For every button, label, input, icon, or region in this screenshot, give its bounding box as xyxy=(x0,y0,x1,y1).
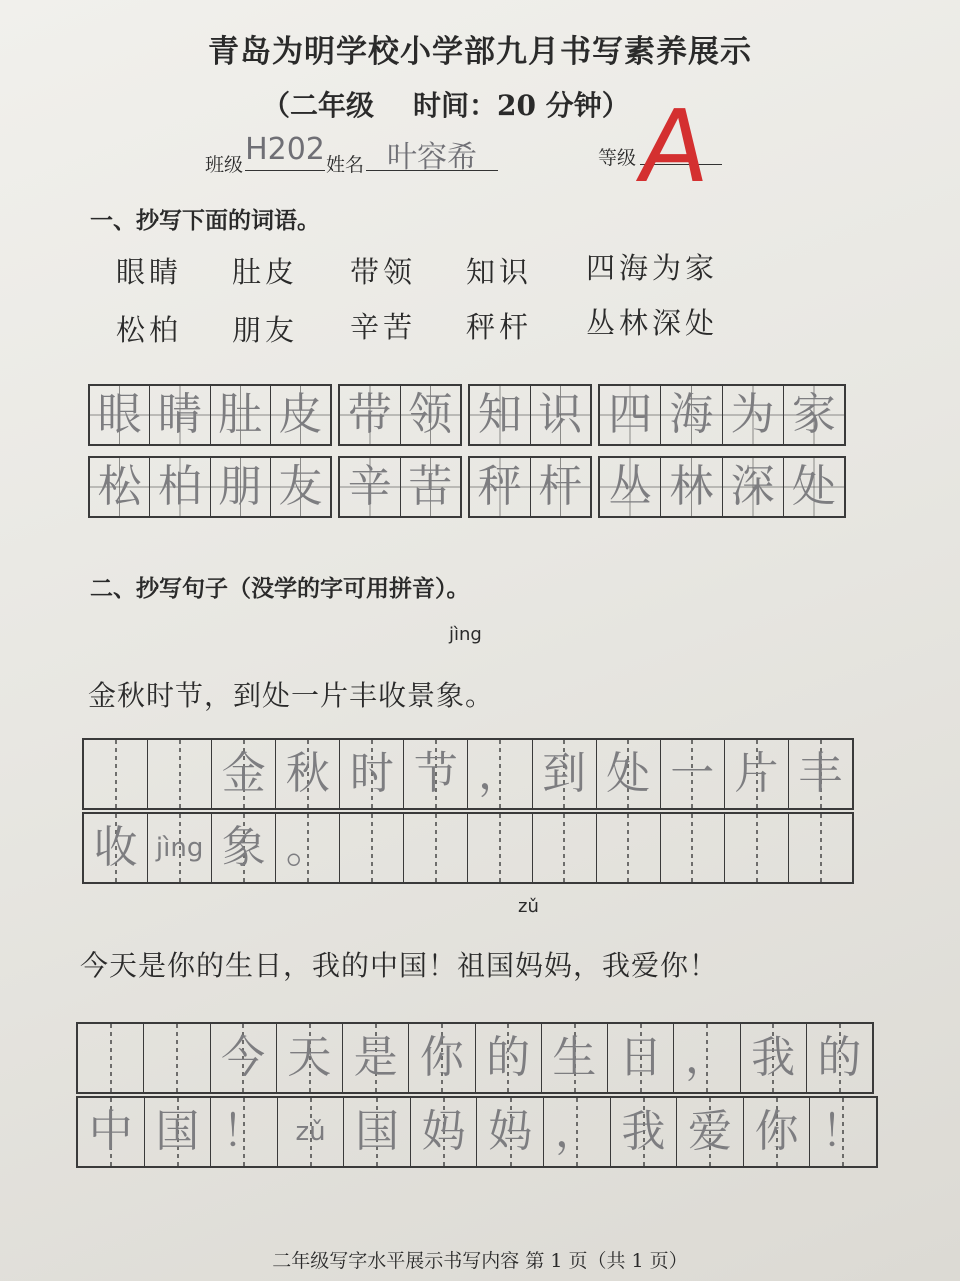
handwritten-char: 知 xyxy=(477,389,522,440)
grid-cell xyxy=(470,458,530,516)
grid-cell xyxy=(543,1098,610,1166)
handwritten-char: 节 xyxy=(413,748,458,799)
grid-cell xyxy=(596,814,660,882)
grid-cell xyxy=(400,458,461,516)
sentence1-grid-row2 xyxy=(82,812,854,884)
grid-cell xyxy=(532,814,596,882)
word-item: 知识 xyxy=(466,255,533,289)
word-grid-row2 xyxy=(88,456,846,518)
grid-cell xyxy=(788,814,852,882)
grid-cell xyxy=(467,740,531,808)
grid-cell xyxy=(90,386,149,444)
word-item: 带领 xyxy=(350,255,417,289)
word-grid xyxy=(88,456,332,518)
grade-mark: A xyxy=(631,88,717,205)
handwritten-char: 。 xyxy=(285,822,330,873)
handwritten-char: 苦 xyxy=(408,461,453,512)
sentence2-pinyin: zǔ xyxy=(518,896,539,917)
handwritten-char: 妈 xyxy=(421,1106,466,1157)
grid-cell xyxy=(476,1098,543,1166)
handwritten-pinyin: zǔ xyxy=(295,1117,326,1147)
handwritten-char: 睛 xyxy=(157,389,202,440)
grid-cell xyxy=(660,458,721,516)
grid-cell xyxy=(149,458,209,516)
class-field: H202 xyxy=(245,132,325,171)
grid-cell xyxy=(724,740,788,808)
word-item: 丛林深处 xyxy=(586,306,719,340)
grid-cell xyxy=(660,740,724,808)
handwritten-char: 皮 xyxy=(278,389,323,440)
handwritten-char: 我 xyxy=(751,1032,796,1083)
sentence2-grid-row2 xyxy=(76,1096,878,1168)
word-grid xyxy=(338,384,462,446)
grid-cell xyxy=(277,1098,344,1166)
word-item: 辛苦 xyxy=(350,310,417,344)
handwritten-char: 秋 xyxy=(285,748,330,799)
page-footer: 二年级写字水平展示书写内容 第 1 页（共 1 页） xyxy=(272,1250,688,1272)
handwritten-char: 国 xyxy=(355,1106,400,1157)
handwritten-char: 带 xyxy=(347,389,392,440)
handwritten-char: 今 xyxy=(221,1032,266,1083)
name-label: 姓名 xyxy=(326,154,365,176)
grid-cell xyxy=(600,458,660,516)
grid-cell xyxy=(210,1024,276,1092)
word-grid xyxy=(468,384,592,446)
section1-heading: 一、抄写下面的词语。 xyxy=(90,207,320,234)
handwritten-char: 杆 xyxy=(538,461,583,512)
handwritten-char: 领 xyxy=(408,389,453,440)
grid-cell xyxy=(676,1098,743,1166)
word-item: 秤杆 xyxy=(466,310,533,344)
grid-cell xyxy=(210,458,270,516)
handwritten-char: 金 xyxy=(221,748,266,799)
handwritten-char: 深 xyxy=(730,461,775,512)
grid-cell xyxy=(788,740,852,808)
grid-cell xyxy=(783,458,844,516)
grid-cell xyxy=(143,1024,209,1092)
sentence1-pinyin: jìng xyxy=(449,624,482,645)
handwritten-char: 日 xyxy=(618,1032,663,1083)
grid-cell xyxy=(470,386,530,444)
word-item: 朋友 xyxy=(232,313,299,347)
handwritten-char: 识 xyxy=(538,389,583,440)
handwritten-char: ！ xyxy=(821,1106,866,1157)
handwritten-char: 你 xyxy=(419,1032,464,1083)
grade-label: 等级 xyxy=(598,147,637,169)
word-grid xyxy=(338,456,462,518)
grid-cell xyxy=(84,740,147,808)
handwritten-char: 友 xyxy=(278,461,323,512)
grid-cell xyxy=(673,1024,739,1092)
handwritten-char: 四 xyxy=(608,389,653,440)
grid-cell xyxy=(78,1098,144,1166)
grid-cell xyxy=(276,1024,342,1092)
handwritten-char: 为 xyxy=(730,389,775,440)
grid-cell xyxy=(339,814,403,882)
handwritten-char: 处 xyxy=(791,461,836,512)
grid-cell xyxy=(84,814,147,882)
handwritten-char: 松 xyxy=(97,461,142,512)
handwritten-char: 收 xyxy=(93,822,138,873)
grid-cell xyxy=(270,386,330,444)
grid-cell xyxy=(806,1024,872,1092)
grid-cell xyxy=(270,458,330,516)
grid-cell xyxy=(90,458,149,516)
grid-cell xyxy=(403,740,467,808)
handwritten-char: 丛 xyxy=(608,461,653,512)
handwritten-char: 朋 xyxy=(218,461,263,512)
grid-cell xyxy=(211,814,275,882)
grid-cell xyxy=(600,386,660,444)
word-grid xyxy=(598,456,846,518)
handwritten-char: 生 xyxy=(552,1032,597,1083)
handwritten-pinyin: jìng xyxy=(155,833,204,863)
grid-cell xyxy=(210,1098,277,1166)
grid-cell xyxy=(275,814,339,882)
word-item: 肚皮 xyxy=(232,255,299,289)
handwritten-char: 时 xyxy=(349,748,394,799)
word-item: 眼睛 xyxy=(116,255,183,289)
grid-cell xyxy=(475,1024,541,1092)
grid-cell xyxy=(722,458,783,516)
handwritten-char: 的 xyxy=(486,1032,531,1083)
grid-cell xyxy=(78,1024,143,1092)
grid-cell xyxy=(403,814,467,882)
sentence2-grid-row1 xyxy=(76,1022,874,1094)
name-field: 叶容希 xyxy=(366,132,498,171)
handwritten-char: 我 xyxy=(621,1106,666,1157)
handwritten-char: 妈 xyxy=(488,1106,533,1157)
word-grid xyxy=(598,384,846,446)
handwritten-char: 家 xyxy=(791,389,836,440)
handwritten-char: 肚 xyxy=(218,389,263,440)
grid-cell xyxy=(339,740,403,808)
grid-cell xyxy=(400,386,461,444)
grid-cell xyxy=(596,740,660,808)
handwritten-char: 你 xyxy=(754,1106,799,1157)
grid-cell xyxy=(660,814,724,882)
grid-cell xyxy=(743,1098,810,1166)
handwritten-char: 林 xyxy=(669,461,714,512)
grid-cell xyxy=(722,386,783,444)
grid-cell xyxy=(147,740,211,808)
grid-cell xyxy=(610,1098,677,1166)
grid-cell xyxy=(607,1024,673,1092)
handwritten-char: 是 xyxy=(353,1032,398,1083)
handwritten-char: 处 xyxy=(606,748,651,799)
grid-cell xyxy=(144,1098,211,1166)
grid-cell xyxy=(211,740,275,808)
handwritten-char: 海 xyxy=(669,389,714,440)
handwritten-char: 片 xyxy=(734,748,779,799)
handwritten-char: 丰 xyxy=(798,748,843,799)
grid-cell xyxy=(740,1024,806,1092)
handwritten-char: ！ xyxy=(221,1106,266,1157)
grid-cell xyxy=(342,1024,408,1092)
word-grid xyxy=(88,384,332,446)
grid-cell xyxy=(809,1098,876,1166)
grid-cell xyxy=(467,814,531,882)
handwritten-char: 天 xyxy=(287,1032,332,1083)
word-grid xyxy=(468,456,592,518)
grid-cell xyxy=(408,1024,474,1092)
grid-cell xyxy=(275,740,339,808)
grid-cell xyxy=(532,740,596,808)
sentence1-text: 金秋时节，到处一片丰收景象。 xyxy=(88,679,495,712)
handwritten-char: ， xyxy=(554,1106,599,1157)
grid-cell xyxy=(660,386,721,444)
page-title: 青岛为明学校小学部九月书写素养展示 xyxy=(208,34,752,70)
grid-cell xyxy=(340,458,400,516)
handwritten-char: 一 xyxy=(670,748,715,799)
class-label: 班级 xyxy=(205,154,244,176)
handwritten-char: 秤 xyxy=(477,461,522,512)
handwritten-char: 柏 xyxy=(157,461,202,512)
grid-cell xyxy=(340,386,400,444)
handwritten-char: 的 xyxy=(817,1032,862,1083)
handwritten-char: ， xyxy=(684,1032,729,1083)
handwritten-char: 爱 xyxy=(687,1106,732,1157)
handwritten-char: ， xyxy=(478,748,522,799)
grid-cell xyxy=(149,386,209,444)
section2-heading: 二、抄写句子（没学的字可用拼音）。 xyxy=(90,575,470,602)
handwritten-char: 辛 xyxy=(347,461,392,512)
handwritten-char: 到 xyxy=(542,748,587,799)
handwritten-char: 眼 xyxy=(97,389,142,440)
grid-cell xyxy=(530,386,591,444)
grid-cell xyxy=(530,458,591,516)
grid-cell xyxy=(724,814,788,882)
word-grid-row1 xyxy=(88,384,846,446)
handwritten-char: 国 xyxy=(155,1106,200,1157)
word-item: 四海为家 xyxy=(586,251,719,285)
grid-cell xyxy=(147,814,211,882)
word-item: 松柏 xyxy=(116,313,183,347)
grid-cell xyxy=(783,386,844,444)
grid-cell xyxy=(541,1024,607,1092)
grid-cell xyxy=(210,386,270,444)
sentence2-text: 今天是你的生日，我的中国！祖国妈妈，我爱你！ xyxy=(80,949,719,982)
page-subtitle: （二年级 时间：20 分钟） xyxy=(262,89,630,122)
handwritten-char: 象 xyxy=(221,822,266,873)
sentence1-grid-row1 xyxy=(82,738,854,810)
grid-cell xyxy=(343,1098,410,1166)
grid-cell xyxy=(410,1098,477,1166)
handwritten-char: 中 xyxy=(88,1106,133,1157)
